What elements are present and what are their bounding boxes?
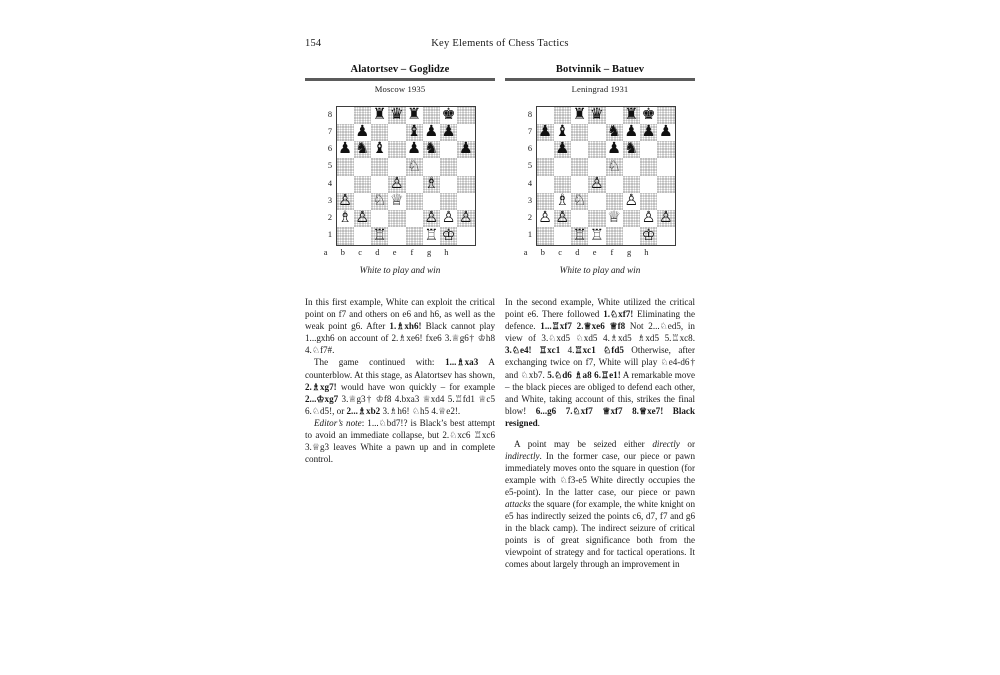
- black-pawn-icon: ♟: [424, 123, 439, 141]
- square-a1: [337, 227, 354, 244]
- running-head: [305, 38, 695, 54]
- black-pawn-icon: ♟: [407, 141, 422, 158]
- white-knight-icon: ♘: [607, 158, 622, 175]
- file-label: f: [410, 247, 414, 257]
- rank-label: 8: [527, 109, 533, 119]
- square-c5: [571, 158, 588, 175]
- square-a3: [537, 193, 554, 210]
- black-pawn-icon: ♟: [338, 141, 353, 158]
- rank-label: 3: [527, 195, 533, 205]
- text-column-left: [305, 296, 495, 465]
- square-f3: [423, 193, 440, 210]
- square-g2: [440, 210, 457, 227]
- white-bishop-icon: ♗: [424, 175, 439, 192]
- square-g5: [440, 158, 457, 175]
- black-queen-icon: ♛: [589, 106, 604, 123]
- square-b1: [354, 227, 371, 244]
- black-queen-icon: ♛: [389, 106, 404, 123]
- square-c1: [371, 227, 388, 244]
- square-a8: [537, 107, 554, 124]
- rank-label: 4: [527, 178, 533, 188]
- square-b6: [554, 141, 571, 158]
- white-queen-icon: ♕: [607, 210, 622, 227]
- square-c6: [371, 141, 388, 158]
- square-f3: [623, 193, 640, 210]
- square-b5: [554, 158, 571, 175]
- square-d2: [388, 210, 405, 227]
- game-place-left: Moscow 1935: [374, 83, 426, 94]
- file-label: c: [358, 247, 362, 257]
- paragraph: In this first example, White can exploit the critical point on f7 and others on e6 and h6, as well as the weak point g6. After 1.♗xh6! Black cannot play 1...gxh6 on account of 2.♗xe6! fxe6 3.♕g6† ♔h8 4.♘f7#.: [305, 297, 495, 356]
- square-g7: [440, 124, 457, 141]
- chess-diagram-left: [305, 106, 495, 257]
- file-labels-left: [317, 248, 455, 257]
- game-title-left: Alatortsev – Goglidze: [350, 64, 450, 75]
- square-d7: [388, 124, 405, 141]
- file-label: a: [523, 247, 528, 257]
- rank-label: 5: [327, 161, 333, 171]
- black-pawn-icon: ♟: [624, 123, 639, 141]
- square-f4: [623, 176, 640, 193]
- square-g4: [640, 176, 657, 193]
- text-column-right: [505, 296, 695, 571]
- white-bishop-icon: ♗: [338, 210, 353, 227]
- white-pawn-icon: ♙: [338, 192, 353, 210]
- white-king-icon: ♔: [441, 227, 456, 244]
- square-g3: [640, 193, 657, 210]
- square-e6: [406, 141, 423, 158]
- square-a7: [337, 124, 354, 141]
- rank-label: 1: [327, 230, 333, 240]
- rank-label: 6: [327, 144, 333, 154]
- square-f5: [623, 158, 640, 175]
- square-e3: [406, 193, 423, 210]
- file-label: h: [644, 247, 649, 257]
- square-h8: [457, 107, 474, 124]
- square-d8: [588, 107, 605, 124]
- file-label: d: [375, 247, 380, 257]
- black-pawn-icon: ♟: [607, 141, 622, 158]
- square-b2: [354, 210, 371, 227]
- square-g2: [640, 210, 657, 227]
- rank-label: 3: [327, 195, 333, 205]
- black-pawn-icon: ♟: [458, 141, 473, 158]
- chess-diagram-right: [505, 106, 695, 257]
- title-rule-left: [305, 78, 495, 81]
- square-d8: [388, 107, 405, 124]
- file-label: b: [340, 247, 345, 257]
- black-pawn-icon: ♟: [355, 123, 370, 141]
- chess-board-left: [336, 106, 476, 246]
- paragraph: A point may be seized either directly or indirectly. In the former case, our piece or pawn immediately moves onto the square in question (for example with ♘f3-e5 White directly occupies the e5-point). In the latter case, our piece or pawn attacks the square (for example, the white knight on e5 has indirectly seized the points c6, d7, f7 and g6 in the black camp). The indirect seizure of critical points is of great significance both from the viewpoint of strategy and for tactical operations. It comes about largely through an improvement in: [505, 438, 695, 570]
- square-c6: [571, 141, 588, 158]
- square-c5: [371, 158, 388, 175]
- rank-label: 7: [327, 126, 333, 136]
- black-knight-icon: ♞: [607, 123, 622, 141]
- square-f1: [623, 227, 640, 244]
- square-e4: [606, 176, 623, 193]
- paragraph: In the second example, White utilized the critical point e6. There followed 1.♘xf7! Eliminating the defence. 1...♖xf7 2.♕xe6 ♕f8 Not 2...♘ed5, in view of 3.♘xd5 ♘xd5 4.♗xd5 ♗xd5 5.♖xc8. 3.♘e4! ♖xc1 4.♖xc1 ♘fd5 Otherwise, after exchanging twice on f7, White will play ♘e4-d6† and ♘xb7. 5.♘d6 ♗a8 6.♖e1! A remarkable move – the black pieces are obliged to defend each other, and White, taking account of this, strikes the final blow! 6...g6 7.♘xf7 ♕xf7 8.♕xe7! Black resigned.: [505, 297, 696, 428]
- black-rook-icon: ♜: [407, 106, 422, 123]
- square-e1: [406, 227, 423, 244]
- square-d2: [588, 210, 605, 227]
- square-h2: [457, 210, 474, 227]
- white-pawn-icon: ♙: [555, 210, 570, 227]
- white-knight-icon: ♘: [407, 158, 422, 175]
- square-h7: [657, 124, 674, 141]
- file-label: c: [558, 247, 562, 257]
- file-label: f: [610, 247, 614, 257]
- rank-labels-left: [325, 106, 336, 244]
- square-c8: [371, 107, 388, 124]
- white-bishop-icon: ♗: [555, 192, 570, 210]
- rank-label: 2: [527, 213, 533, 223]
- white-pawn-icon: ♙: [538, 210, 553, 227]
- square-a6: [537, 141, 554, 158]
- file-label: g: [627, 247, 632, 257]
- game-title-right: Botvinnik – Batuev: [555, 64, 645, 75]
- black-rook-icon: ♜: [624, 106, 639, 123]
- game-block-left: [305, 64, 495, 275]
- square-b4: [354, 176, 371, 193]
- rank-label: 7: [527, 126, 533, 136]
- square-g6: [640, 141, 657, 158]
- black-pawn-icon: ♟: [441, 123, 456, 141]
- paragraph: The game continued with: 1...♗xa3 A counterblow. At this stage, as Alatortsev has shown, 2.♗xg7! would have won quickly – for example 2...♔xg7 3.♕g3† ♔f8 4.bxa3 ♕xd4 5.♖fd1 ♕c5 6.♘d5!, or 2...♗xb2 3.♗h6! ♘h5 4.♕e2!.: [305, 357, 495, 416]
- square-d1: [388, 227, 405, 244]
- square-f7: [423, 124, 440, 141]
- black-pawn-icon: ♟: [658, 123, 673, 141]
- rank-label: 5: [527, 161, 533, 171]
- square-g3: [440, 193, 457, 210]
- square-h1: [657, 227, 674, 244]
- square-g4: [440, 176, 457, 193]
- white-pawn-icon: ♙: [641, 210, 656, 227]
- square-f6: [423, 141, 440, 158]
- white-pawn-icon: ♙: [624, 192, 639, 210]
- black-pawn-icon: ♟: [641, 123, 656, 141]
- square-g1: [440, 227, 457, 244]
- square-d5: [588, 158, 605, 175]
- square-h3: [657, 193, 674, 210]
- white-rook-icon: ♖: [372, 227, 387, 244]
- white-pawn-icon: ♙: [658, 210, 673, 227]
- square-d4: [388, 176, 405, 193]
- square-d5: [388, 158, 405, 175]
- square-h3: [457, 193, 474, 210]
- square-b2: [554, 210, 571, 227]
- white-rook-icon: ♖: [589, 227, 604, 244]
- page-number: 154: [305, 38, 322, 49]
- square-c8: [571, 107, 588, 124]
- square-f2: [423, 210, 440, 227]
- white-king-icon: ♔: [641, 227, 656, 244]
- square-f4: [423, 176, 440, 193]
- square-e5: [406, 158, 423, 175]
- square-h4: [657, 176, 674, 193]
- rank-label: 8: [327, 109, 333, 119]
- square-c2: [571, 210, 588, 227]
- square-b8: [554, 107, 571, 124]
- square-b8: [354, 107, 371, 124]
- white-knight-icon: ♘: [372, 192, 387, 210]
- square-h2: [657, 210, 674, 227]
- black-pawn-icon: ♟: [538, 123, 553, 141]
- square-e8: [406, 107, 423, 124]
- white-queen-icon: ♕: [389, 192, 404, 210]
- square-c3: [371, 193, 388, 210]
- square-h5: [457, 158, 474, 175]
- chapter-title: Key Elements of Chess Tactics: [431, 38, 569, 49]
- square-c7: [571, 124, 588, 141]
- square-c7: [371, 124, 388, 141]
- square-g8: [440, 107, 457, 124]
- square-f6: [623, 141, 640, 158]
- square-h7: [457, 124, 474, 141]
- square-a8: [337, 107, 354, 124]
- file-label: g: [427, 247, 432, 257]
- square-c1: [571, 227, 588, 244]
- game-place-right: Leningrad 1931: [571, 83, 629, 94]
- white-pawn-icon: ♙: [589, 175, 604, 192]
- chess-board-right: [536, 106, 676, 246]
- file-label: h: [444, 247, 449, 257]
- white-rook-icon: ♖: [424, 227, 439, 244]
- black-rook-icon: ♜: [572, 106, 587, 123]
- square-b4: [554, 176, 571, 193]
- black-pawn-icon: ♟: [555, 141, 570, 158]
- white-pawn-icon: ♙: [458, 210, 473, 227]
- square-g8: [640, 107, 657, 124]
- white-pawn-icon: ♙: [441, 210, 456, 227]
- rank-label: 2: [327, 213, 333, 223]
- square-e7: [406, 124, 423, 141]
- black-knight-icon: ♞: [424, 141, 439, 158]
- black-knight-icon: ♞: [624, 141, 639, 158]
- black-bishop-icon: ♝: [372, 141, 387, 158]
- square-a6: [337, 141, 354, 158]
- square-d3: [588, 193, 605, 210]
- square-e1: [606, 227, 623, 244]
- square-d1: [588, 227, 605, 244]
- square-e7: [606, 124, 623, 141]
- file-label: d: [575, 247, 580, 257]
- square-b7: [354, 124, 371, 141]
- square-a7: [537, 124, 554, 141]
- square-d6: [388, 141, 405, 158]
- square-e4: [406, 176, 423, 193]
- rank-labels-right: [525, 106, 536, 244]
- black-knight-icon: ♞: [355, 141, 370, 158]
- square-f5: [423, 158, 440, 175]
- diagram-caption-right: White to play and win: [559, 264, 641, 275]
- square-a3: [337, 193, 354, 210]
- title-rule-right: [505, 78, 695, 81]
- square-a4: [537, 176, 554, 193]
- file-label: b: [540, 247, 545, 257]
- square-a1: [537, 227, 554, 244]
- square-b3: [354, 193, 371, 210]
- square-d6: [588, 141, 605, 158]
- paragraph: Editor’s note: 1...♘bd7!? is Black’s best attempt to avoid an immediate collapse, but 2.♘xc6 ♖xc6 3.♕g3 leaves White a pawn up and in complete control.: [305, 417, 495, 465]
- white-pawn-icon: ♙: [424, 210, 439, 227]
- black-king-icon: ♚: [641, 106, 656, 123]
- rank-label: 4: [327, 178, 333, 188]
- square-e2: [406, 210, 423, 227]
- square-d3: [388, 193, 405, 210]
- square-c3: [571, 193, 588, 210]
- square-a4: [337, 176, 354, 193]
- square-g1: [640, 227, 657, 244]
- black-bishop-icon: ♝: [555, 123, 570, 141]
- square-h8: [657, 107, 674, 124]
- square-a2: [537, 210, 554, 227]
- file-label: e: [392, 247, 397, 257]
- square-h6: [457, 141, 474, 158]
- file-labels-right: [517, 248, 655, 257]
- square-c4: [371, 176, 388, 193]
- square-d7: [588, 124, 605, 141]
- square-d4: [588, 176, 605, 193]
- square-a5: [337, 158, 354, 175]
- square-f2: [623, 210, 640, 227]
- square-h1: [457, 227, 474, 244]
- square-c2: [371, 210, 388, 227]
- square-a2: [337, 210, 354, 227]
- square-b3: [554, 193, 571, 210]
- rank-label: 6: [527, 144, 533, 154]
- square-b1: [554, 227, 571, 244]
- white-pawn-icon: ♙: [389, 175, 404, 192]
- square-e2: [606, 210, 623, 227]
- white-knight-icon: ♘: [572, 192, 587, 210]
- black-bishop-icon: ♝: [407, 123, 422, 141]
- black-king-icon: ♚: [441, 106, 456, 123]
- file-label: e: [592, 247, 597, 257]
- square-e5: [606, 158, 623, 175]
- square-g6: [440, 141, 457, 158]
- square-e6: [606, 141, 623, 158]
- square-f1: [423, 227, 440, 244]
- white-rook-icon: ♖: [572, 227, 587, 244]
- game-block-right: [505, 64, 695, 275]
- square-c4: [571, 176, 588, 193]
- square-g5: [640, 158, 657, 175]
- square-e8: [606, 107, 623, 124]
- square-b5: [354, 158, 371, 175]
- square-h4: [457, 176, 474, 193]
- white-pawn-icon: ♙: [355, 210, 370, 227]
- diagram-caption-left: White to play and win: [359, 264, 441, 275]
- square-f8: [423, 107, 440, 124]
- square-h5: [657, 158, 674, 175]
- square-h6: [657, 141, 674, 158]
- square-b6: [354, 141, 371, 158]
- square-g7: [640, 124, 657, 141]
- rank-label: 1: [527, 230, 533, 240]
- square-f8: [623, 107, 640, 124]
- square-e3: [606, 193, 623, 210]
- square-f7: [623, 124, 640, 141]
- file-label: a: [323, 247, 328, 257]
- black-rook-icon: ♜: [372, 106, 387, 123]
- square-a5: [537, 158, 554, 175]
- square-b7: [554, 124, 571, 141]
